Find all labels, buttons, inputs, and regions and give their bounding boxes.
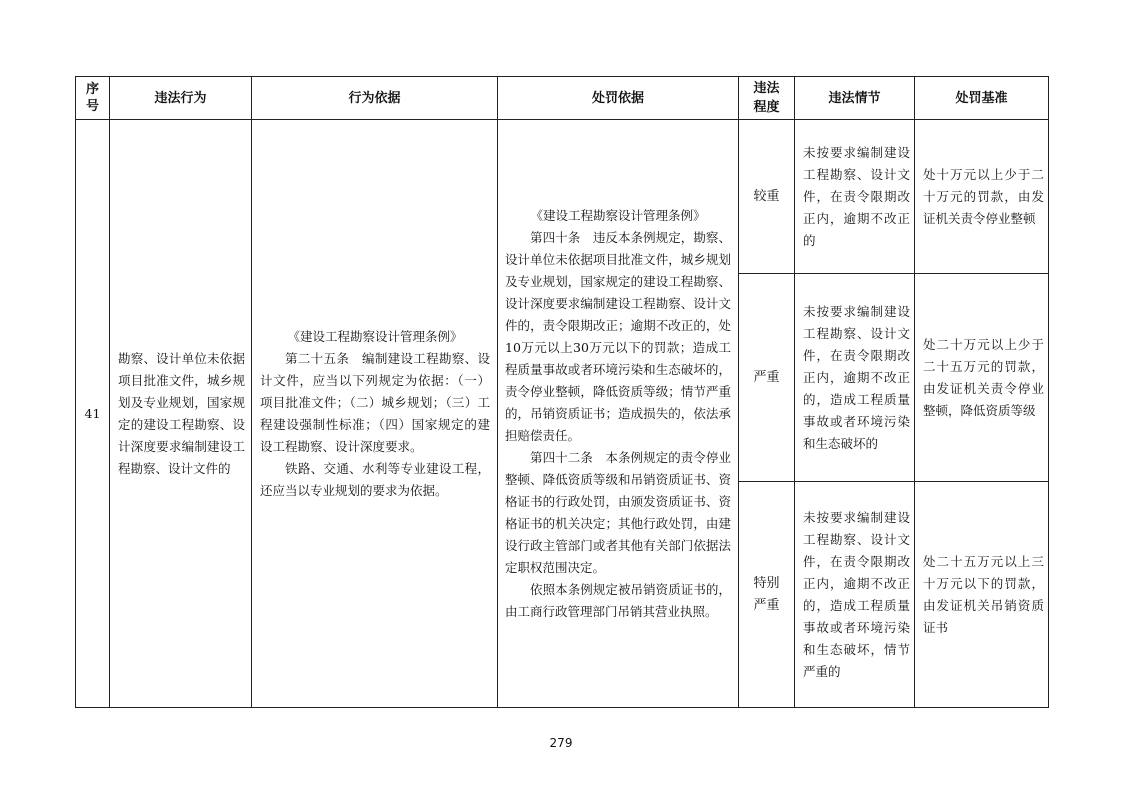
circumstance-text: 未按要求编制建设工程勘察、设计文件，在责令限期改正内，逾期不改正的，造成工程质量事故或者环境污染和生态破坏的: [803, 303, 910, 451]
table-row: [76, 120, 1049, 274]
penalty-basis-text: [498, 205, 738, 623]
penalty-basis-paragraph: 第四十条 违反本条例规定，勘察、设计单位未依据项目批准文件，城乡规划及专业规划，国家规定的建设工程勘察、设计深度要求编制建设工程勘察、设计文件的，责令限期改正；逾期不改正的，处10万元以上30万元以下的罚款；造成工程质量事故或者环境污染和生态破坏的，责令停业整顿，降低资质等级；情节严重的，吊销资质证书；造成损失的，依法承担赔偿责任。: [505, 229, 731, 443]
degree-label: 严重: [753, 369, 780, 385]
standard-cell: [915, 274, 1049, 482]
degree-cell: [739, 120, 795, 274]
standard-cell: [915, 120, 1049, 274]
page-number: 279: [549, 736, 573, 750]
header-act-basis: 行为依据: [252, 77, 498, 120]
act-basis-cell: [252, 120, 498, 708]
penalty-basis-paragraph: 依照本条例规定被吊销资质证书的，由工商行政管理部门吊销其营业执照。: [505, 581, 731, 619]
degree-label: 特别严重: [753, 575, 780, 613]
degree-cell: [739, 274, 795, 482]
circumstance-cell: [795, 120, 915, 274]
violation-text: 勘察、设计单位未依据项目批准文件，城乡规划及专业规划，国家规定的建设工程勘察、设计深度要求编制建设工程勘察、设计文件的: [118, 350, 245, 476]
header-degree: 违法程度: [739, 77, 795, 120]
act-basis-paragraph: 第二十五条 编制建设工程勘察、设计文件，应当以下列规定为依据：（一）项目批准文件；（二）城乡规划；（三）工程建设强制性标准；（四）国家规定的建设工程勘察、设计深度要求。: [260, 350, 490, 454]
header-penalty-basis: 处罚依据: [498, 77, 739, 120]
act-basis-text: [252, 326, 497, 502]
standard-text: 处二十五万元以上三十万元以下的罚款，由发证机关吊销资质证书: [923, 553, 1044, 635]
row-seq: 41: [76, 120, 110, 708]
circumstance-text: 未按要求编制建设工程勘察、设计文件，在责令限期改正内，逾期不改正的: [803, 144, 910, 248]
standard-text: 处二十万元以上少于二十五万元的罚款，由发证机关责令停业整顿，降低资质等级: [923, 336, 1044, 418]
penalty-standard-table: [75, 76, 1049, 708]
header-row: [76, 77, 1049, 120]
circumstance-cell: [795, 482, 915, 708]
header-violation: 违法行为: [110, 77, 252, 120]
circumstance-cell: [795, 274, 915, 482]
standard-cell: [915, 482, 1049, 708]
penalty-basis-paragraph: 第四十二条 本条例规定的责令停业整顿、降低资质等级和吊销资质证书、资格证书的行政处罚，由颁发资质证书、资格证书的机关决定；其他行政处罚，由建设行政主管部门或者其他有关部门依据法定职权范围决定。: [505, 449, 731, 575]
degree-cell: [739, 482, 795, 708]
violation-cell: [110, 120, 252, 708]
degree-label: 较重: [753, 188, 780, 204]
penalty-basis-title: 《建设工程勘察设计管理条例》: [530, 207, 706, 223]
header-seq: 序号: [76, 77, 110, 120]
act-basis-title: 《建设工程勘察设计管理条例》: [287, 328, 463, 344]
header-standard: 处罚基准: [915, 77, 1049, 120]
penalty-basis-cell: [498, 120, 739, 708]
header-circumstance: 违法情节: [795, 77, 915, 120]
standard-text: 处十万元以上少于二十万元的罚款，由发证机关责令停业整顿: [923, 166, 1044, 226]
act-basis-paragraph: 铁路、交通、水利等专业建设工程，还应当以专业规划的要求为依据。: [260, 460, 490, 498]
circumstance-text: 未按要求编制建设工程勘察、设计文件，在责令限期改正内，逾期不改正的，造成工程质量事故或者环境污染和生态破坏，情节严重的: [803, 509, 910, 679]
